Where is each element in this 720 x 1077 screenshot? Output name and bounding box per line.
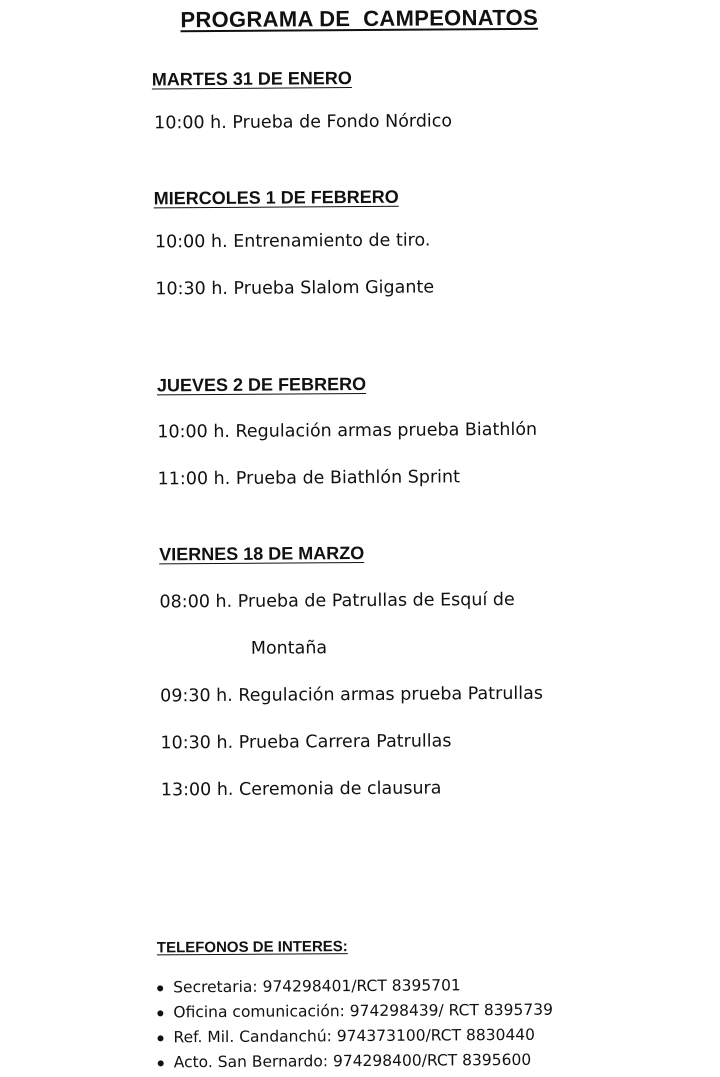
phone-entry: Secretaria: 974298401/RCT 8395701 [173, 976, 461, 997]
event-item: 13:00 h. Ceremonia de clausura [160, 778, 442, 801]
day-heading-miercoles: MIERCOLES 1 DE FEBRERO [153, 186, 399, 209]
phone-entry: Oficina comunicación: 974298439/ RCT 8395739 [173, 1000, 553, 1022]
day-heading-jueves: JUEVES 2 DE FEBRERO [156, 373, 367, 396]
bullet-icon [157, 1010, 163, 1016]
event-item: 10:30 h. Prueba Slalom Gigante [155, 277, 435, 300]
day-heading-martes: MARTES 31 DE ENERO [151, 68, 352, 90]
list-item [157, 1023, 553, 1051]
event-item: 10:00 h. Prueba de Fondo Nórdico [154, 111, 453, 134]
event-item: 11:00 h. Prueba de Biathlón Sprint [157, 467, 461, 490]
page-title: PROGRAMA DE CAMPEONATOS [180, 4, 539, 33]
phones-list [157, 973, 553, 1076]
event-item-continuation: Montaña [250, 638, 328, 659]
phone-entry: Ref. Mil. Candanchú: 974373100/RCT 8830440 [173, 1025, 536, 1047]
phone-entry: Acto. San Bernardo: 974298400/RCT 8395600 [173, 1050, 532, 1072]
bullet-icon [158, 1035, 164, 1041]
list-item [157, 973, 553, 1001]
event-item: 10:30 h. Prueba Carrera Patrullas [160, 731, 452, 754]
event-item: 09:30 h. Regulación armas prueba Patrullas [160, 683, 544, 707]
phones-heading: TELEFONOS DE INTERES: [156, 938, 348, 957]
list-item [157, 998, 553, 1026]
event-item: 10:00 h. Regulación armas prueba Biathlón [157, 419, 538, 443]
bullet-icon [157, 985, 163, 991]
day-heading-viernes: VIERNES 18 DE MARZO [159, 542, 365, 565]
event-item: 10:00 h. Entrenamiento de tiro. [154, 230, 431, 253]
list-item [158, 1048, 554, 1076]
event-item: 08:00 h. Prueba de Patrullas de Esquí de [159, 589, 515, 613]
